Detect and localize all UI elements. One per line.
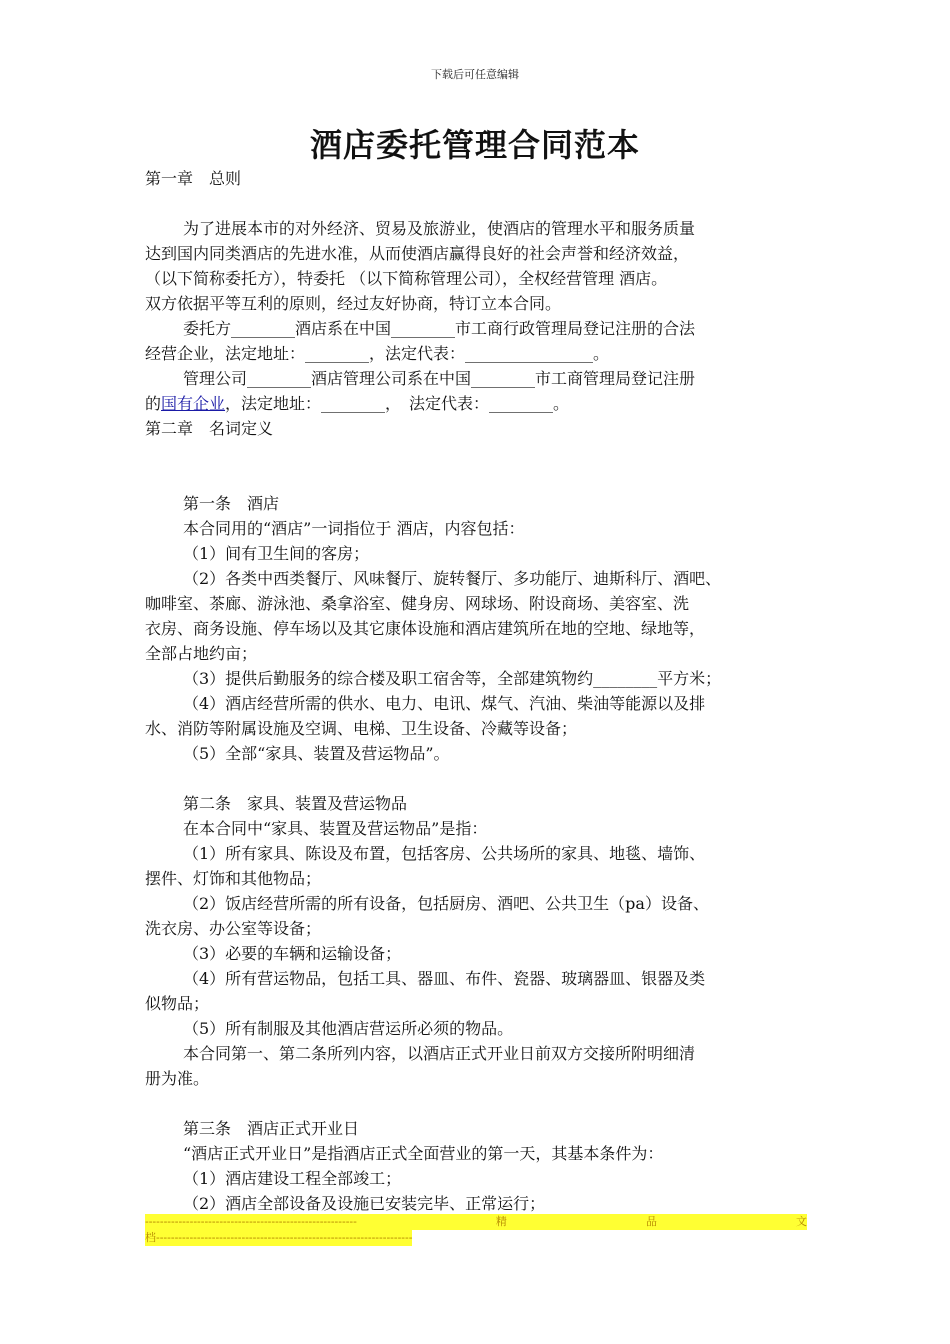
list-item: （4）所有营运物品，包括工具、器皿、布件、瓷器、玻璃器皿、银器及类	[183, 969, 706, 988]
paragraph-line: 衣房、商务设施、停车场以及其它康体设施和酒店建筑所在地的空地、绿地等，	[145, 619, 706, 638]
article-2-heading: 第二条 家具、装置及营运物品	[183, 794, 408, 813]
state-enterprise-link[interactable]: 国有企业	[161, 394, 226, 413]
paragraph-line: 似物品；	[145, 994, 210, 1013]
footer-watermark-bar	[145, 1214, 807, 1246]
paragraph-line: 摆件、灯饰和其他物品；	[145, 869, 322, 888]
footer-dashes: ---------------------------------------------------------------------	[156, 1231, 413, 1244]
document-title: 酒店委托管理合同范本	[309, 126, 640, 164]
list-item: （1）酒店建设工程全部竣工；	[183, 1169, 402, 1188]
text-fragment: 的	[145, 394, 162, 413]
paragraph-line: 双方依据平等互利的原则，经过友好协商，特订立本合同。	[145, 294, 562, 313]
chapter-2-heading: 第二章 名词定义	[145, 419, 274, 438]
contract-body	[145, 166, 815, 1216]
list-item: （3）提供后勤服务的综合楼及职工宿舍等，全部建筑物约________平方米；	[183, 669, 722, 688]
paragraph-line: 咖啡室、茶廊、游泳池、桑拿浴室、健身房、网球场、附设商场、美容室、洗	[145, 594, 690, 613]
article-3-heading: 第三条 酒店正式开业日	[183, 1119, 360, 1138]
paragraph-line: 管理公司________酒店管理公司系在中国________市工商管理局登记注册	[183, 369, 696, 388]
list-item: （1）所有家具、陈设及布置，包括客房、公共场所的家具、地毯、墙饰、	[183, 844, 706, 863]
list-item: （1）间有卫生间的客房；	[183, 544, 370, 563]
footer-char: 文	[796, 1215, 807, 1228]
article-1-heading: 第一条 酒店	[183, 494, 280, 513]
paragraph-line: 水、消防等附属设施及空调、电梯、卫生设备、冷藏等设备；	[145, 719, 578, 738]
paragraph-line: 本合同第一、第二条所列内容，以酒店正式开业日前双方交接所附明细清	[183, 1044, 696, 1063]
footer-char: 品	[645, 1215, 657, 1228]
list-item: （5）所有制服及其他酒店营运所必须的物品。	[183, 1019, 514, 1038]
paragraph-line: 达到国内同类酒店的先进水准，从而使酒店赢得良好的社会声誉和经济效益，	[145, 244, 690, 263]
footer-char: 精	[495, 1215, 507, 1228]
paragraph-line: 在本合同中“家具、装置及营运物品”是指：	[183, 819, 488, 838]
paragraph-line: 为了进展本市的对外经济、贸易及旅游业，使酒店的管理水平和服务质量	[183, 219, 696, 238]
paragraph-line: 经营企业，法定地址：________，法定代表：________________。	[145, 344, 610, 363]
list-item: （5）全部“家具、装置及营运物品”。	[183, 744, 450, 763]
list-item: （3）必要的车辆和运输设备；	[183, 944, 402, 963]
paragraph-line	[145, 391, 815, 416]
footer-row	[145, 1214, 807, 1230]
text-fragment: ，法定地址：________， 法定代表：________。	[225, 394, 570, 413]
chapter-1-heading: 第一章 总则	[145, 169, 242, 188]
footer-dashes: ---------------------------------------------------------	[145, 1215, 357, 1228]
paragraph-line: 册为准。	[145, 1069, 210, 1088]
paragraph-line: 全部占地约亩；	[145, 644, 258, 663]
list-item: （4）酒店经营所需的供水、电力、电讯、煤气、汽油、柴油等能源以及排	[183, 694, 706, 713]
footer-char: 档	[145, 1231, 156, 1244]
paragraph-line: 洗衣房、办公室等设备；	[145, 919, 322, 938]
paragraph-line: 委托方________酒店系在中国________市工商行政管理局登记注册的合法	[183, 319, 696, 338]
list-item: （2）各类中西类餐厅、风味餐厅、旋转餐厅、多功能厅、迪斯科厅、酒吧、	[183, 569, 722, 588]
footer-row	[145, 1230, 412, 1246]
header-note: 下载后可任意编辑	[431, 68, 519, 81]
paragraph-line: 本合同用的“酒店”一词指位于 酒店，内容包括：	[183, 519, 525, 538]
list-item: （2）饭店经营所需的所有设备，包括厨房、酒吧、公共卫生（pa）设备、	[183, 894, 709, 913]
paragraph-line: （以下简称委托方），特委托 （以下简称管理公司），全权经营管理 酒店。	[145, 269, 668, 288]
paragraph-line: “酒店正式开业日”是指酒店正式全面营业的第一天，其基本条件为：	[183, 1144, 664, 1163]
list-item: （2）酒店全部设备及设施已安装完毕、正常运行；	[183, 1194, 546, 1213]
